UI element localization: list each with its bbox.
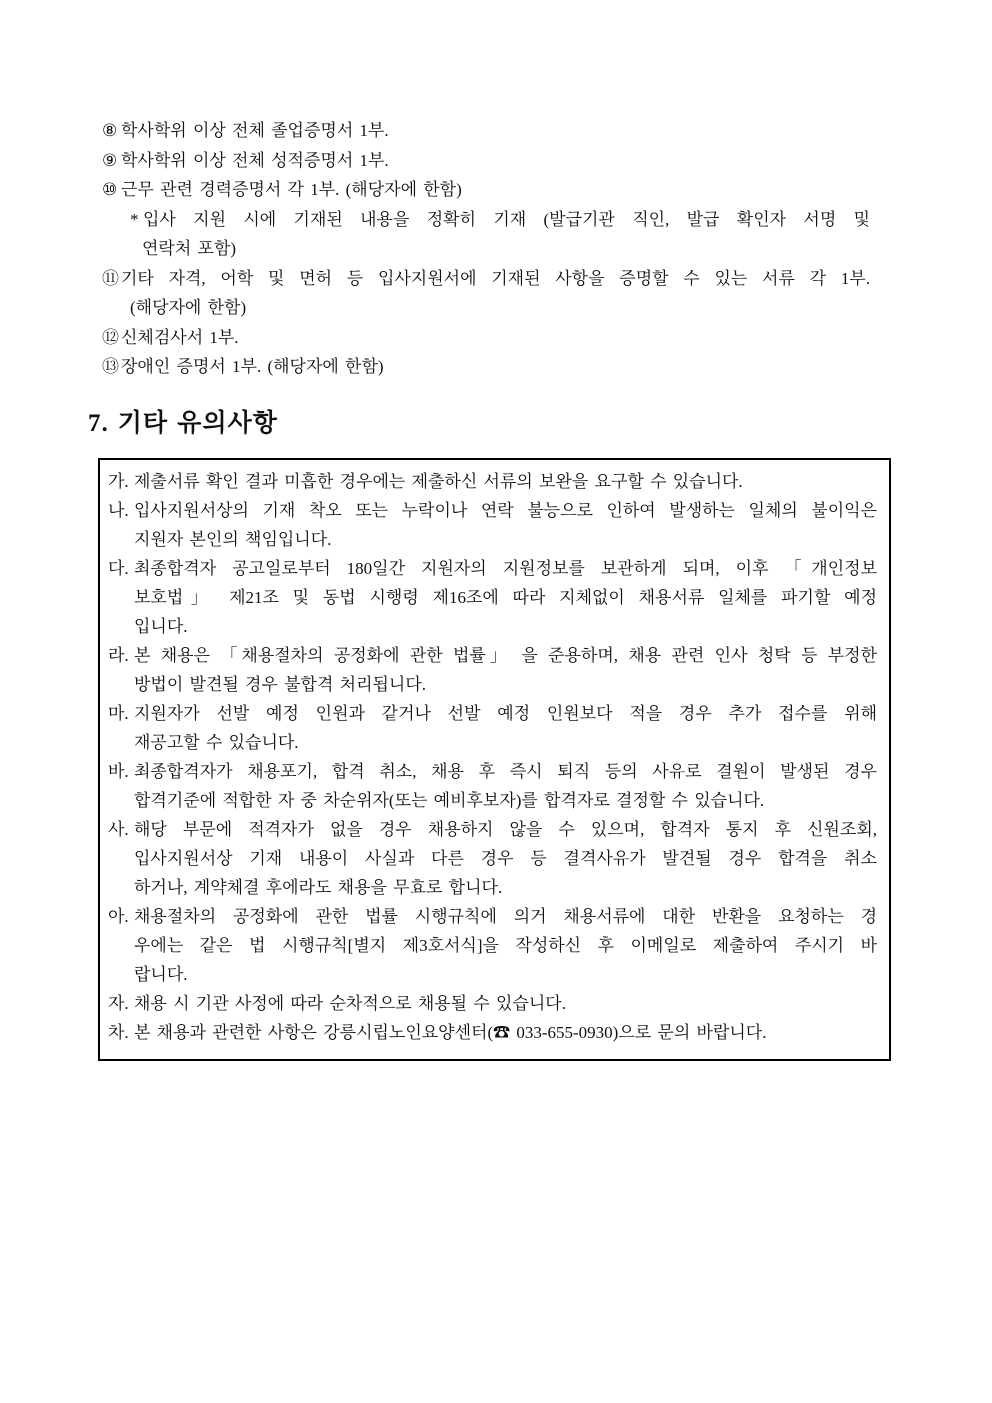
attachment-text: 신체검사서 1부. (121, 327, 239, 347)
notice-line: 합격기준에 적합한 자 중 차순위자(또는 예비후보자)를 합격자로 결정할 수 있습니다. (134, 791, 765, 810)
notice-item-marker: 아. (108, 907, 129, 926)
notice-line: 아. 채용절차의 공정화에 관한 법률 시행규칙에 의거 채용서류에 대한 반환을 요청하는 경 (134, 902, 877, 931)
attachment-text: 학사학위 이상 전체 졸업증명서 1부. (121, 121, 389, 140)
attachment-marker: ⑧ (102, 121, 118, 140)
notice-item (108, 699, 877, 757)
notice-item (108, 815, 877, 902)
attachment-marker: ⑩ (102, 180, 118, 199)
attachment-marker: ⑬ (102, 357, 119, 376)
notice-item-marker: 바. (108, 762, 129, 781)
notice-item-marker: 마. (108, 704, 129, 723)
section-number: 7. (88, 410, 109, 437)
section-title: 기타 유의사항 (117, 410, 278, 437)
notice-item (108, 902, 877, 989)
notice-line: 차. 본 채용과 관련한 사항은 강릉시립노인요양센터(☎ 033-655-0930)으로 문의 바랍니다. (134, 1018, 877, 1047)
attachment-list (102, 116, 870, 382)
notice-item (108, 989, 877, 1018)
notice-line: 방법이 발견될 경우 불합격 처리됩니다. (134, 675, 427, 694)
attachment-text: 기타 자격, 어학 및 면허 등 입사지원서에 기재된 사항을 증명할 수 있는 서류 각 1부. (121, 268, 870, 288)
notice-box (98, 458, 891, 1061)
notice-item-marker: 가. (108, 472, 129, 491)
attachment-marker: ⑪ (102, 268, 119, 288)
notice-line: 재공고할 수 있습니다. (134, 733, 299, 752)
notice-line: 보호법」 제21조 및 동법 시행령 제16조에 따라 지체없이 채용서류 일체를 파기할 예정 (134, 588, 877, 607)
notice-item-marker: 자. (108, 994, 129, 1013)
attachment-text: 연락처 포함) (142, 239, 237, 258)
attachment-line (102, 323, 870, 353)
notice-line: 바. 최종합격자가 채용포기, 합격 취소, 채용 후 즉시 퇴직 등의 사유로 결원이 발생된 경우 (134, 757, 877, 786)
notice-line: 우에는 같은 법 시행규칙[별지 제3호서식]을 작성하신 후 이메일로 제출하여 주시기 바 (134, 936, 877, 955)
notice-item (108, 757, 877, 815)
attachment-text: 장애인 증명서 1부. (해당자에 한함) (121, 357, 384, 376)
notice-item-marker: 나. (108, 501, 129, 520)
notice-line: 마. 지원자가 선발 예정 인원과 같거나 선발 예정 인원보다 적을 경우 추가 접수를 위해 (134, 699, 877, 728)
attachment-text: 근무 관련 경력증명서 각 1부. (해당자에 한함) (121, 180, 462, 199)
attachment-text: 학사학위 이상 전체 성적증명서 1부. (121, 150, 389, 170)
notice-line: 지원자 본인의 책임입니다. (134, 530, 332, 549)
notice-item (108, 641, 877, 699)
attachment-text: (해당자에 한함) (130, 298, 247, 317)
notice-line: 자. 채용 시 기관 사정에 따라 순차적으로 채용될 수 있습니다. (134, 989, 877, 1018)
attachment-line (142, 234, 870, 264)
section-heading (88, 408, 278, 440)
attachment-text: 입사 지원 시에 기재된 내용을 정확히 기재 (발급기관 직인, 발급 확인자 서명 및 (143, 209, 870, 229)
notice-line: 사. 해당 부문에 적격자가 없을 경우 채용하지 않을 수 있으며, 합격자 통지 후 신원조회, (134, 815, 877, 844)
attachment-line (102, 175, 870, 205)
notice-item-marker: 다. (108, 559, 129, 578)
attachment-marker: ⑨ (102, 150, 118, 170)
notice-item-marker: 사. (108, 820, 129, 839)
notice-line: 입사지원서상 기재 내용이 사실과 다른 경우 등 결격사유가 발견될 경우 합격을 취소 (134, 849, 877, 868)
notice-line: 가. 제출서류 확인 결과 미흡한 경우에는 제출하신 서류의 보완을 요구할 수 있습니다. (134, 467, 877, 496)
notice-item (108, 467, 877, 496)
attachment-marker: ⑫ (102, 327, 119, 347)
attachment-line (130, 205, 870, 235)
notice-line: 나. 입사지원서상의 기재 착오 또는 누락이나 연락 불능으로 인하여 발생하는 일체의 불이익은 (134, 496, 877, 525)
attachment-line (102, 352, 870, 382)
attachment-marker: * (130, 209, 139, 229)
attachment-line (130, 293, 870, 323)
notice-line: 하거나, 계약체결 후에라도 채용을 무효로 합니다. (134, 878, 503, 897)
attachment-line (102, 146, 870, 176)
notice-item (108, 496, 877, 554)
notice-line: 입니다. (134, 617, 188, 636)
attachment-line (102, 264, 870, 294)
notice-item-marker: 라. (108, 646, 129, 665)
notice-line: 랍니다. (134, 965, 188, 984)
notice-item (108, 554, 877, 641)
notice-line: 라. 본 채용은 「채용절차의 공정화에 관한 법률」 을 준용하며, 채용 관련 인사 청탁 등 부정한 (134, 641, 877, 670)
notice-line: 다. 최종합격자 공고일로부터 180일간 지원자의 지원정보를 보관하게 되며, 이후 「개인정보 (134, 554, 877, 583)
notice-item-marker: 차. (108, 1023, 129, 1042)
attachment-line (102, 116, 870, 146)
notice-item (108, 1018, 877, 1047)
